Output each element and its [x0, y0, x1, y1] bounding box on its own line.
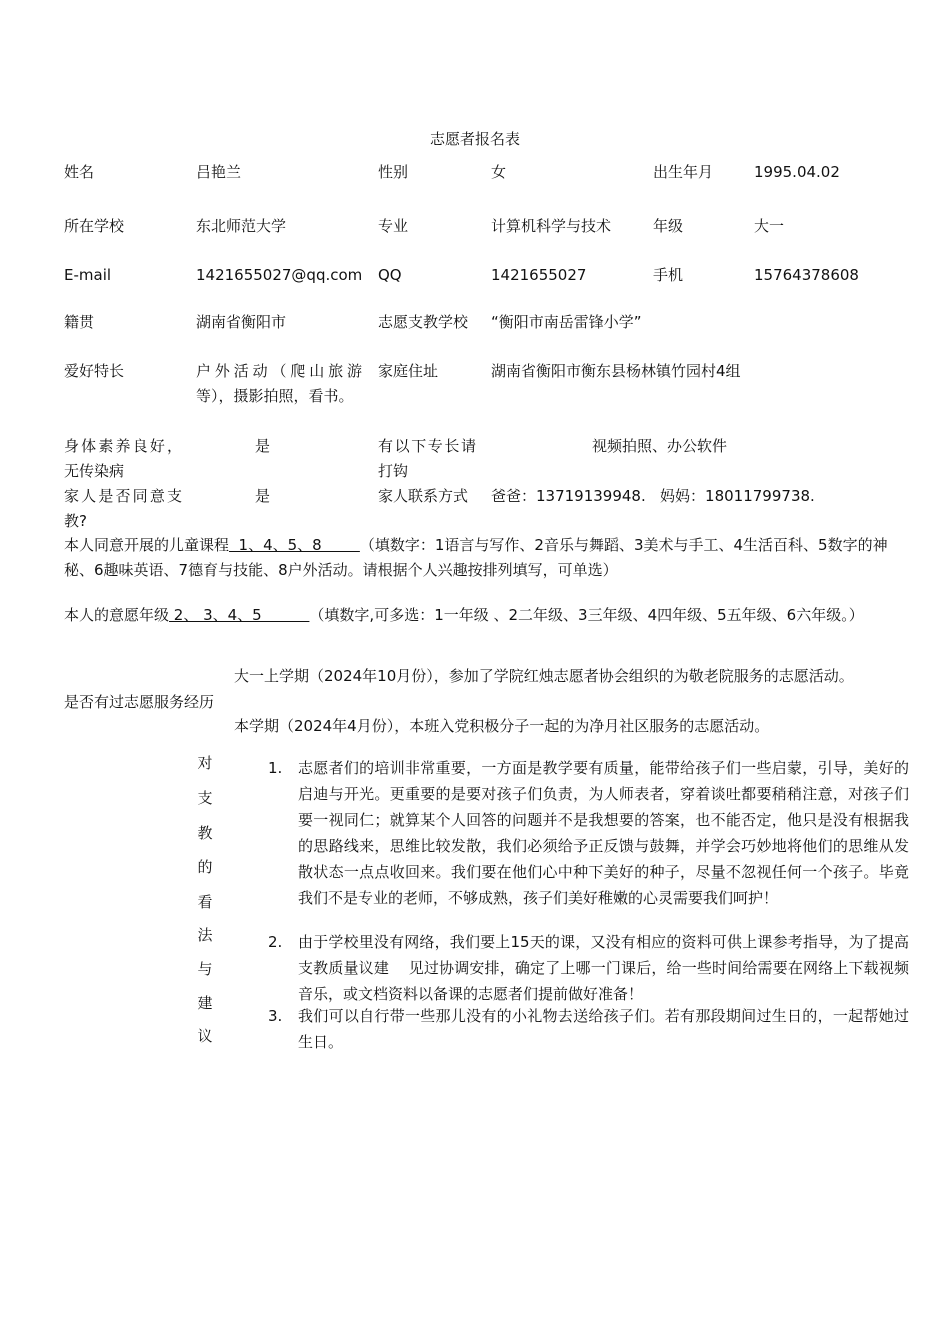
course-note: （填数字：1语言与写作、2音乐与舞蹈、3美术与手工、4生活百科、5数字的神秘、6趣味英语、7德育与技能、8户外活动。请根据个人兴趣按排列填写，可单选）	[64, 536, 888, 579]
hobby-value: 户外活动（爬山旅游等），摄影拍照，看书。	[196, 362, 362, 405]
target-school-value: “衡阳市南岳雷锋小学”	[491, 313, 642, 331]
name-value: 吕艳兰	[196, 163, 242, 181]
opinion-label-char: 议	[197, 1027, 213, 1045]
family-consent-label: 家人是否同意支教?	[64, 487, 182, 530]
family-consent-value: 是	[255, 487, 271, 505]
qq-value: 1421655027	[491, 266, 587, 284]
hobby-label: 爱好特长	[64, 362, 125, 380]
health-label: 身体素养良好，无传染病	[64, 437, 182, 480]
experience-label: 是否有过志愿服务经历	[64, 693, 215, 711]
origin-value: 湖南省衡阳市	[196, 313, 287, 331]
qq-label: QQ	[378, 266, 402, 284]
opinion-item-text: 由于学校里没有网络，我们要上15天的课，又没有相应的资料可供上课参考指导，为了提高支教质量议建 见过协调安排，确定了上哪一门课后，给一些时间给需要在网络上下载视频音乐，或文档资料以备课的志愿者们提前做好准备！	[298, 933, 909, 1003]
name-label: 姓名	[64, 163, 95, 181]
opinion-label-char: 法	[197, 926, 213, 944]
opinion-label-char: 支	[197, 789, 213, 807]
email-value: 1421655027@qq.com	[196, 266, 363, 284]
grade-pref-prefix: 本人的意愿年级	[64, 606, 170, 624]
birth-value: 1995.04.02	[754, 163, 840, 181]
opinion-label-char: 看	[197, 893, 213, 911]
school-value: 东北师范大学	[196, 217, 287, 235]
grade-preference	[64, 603, 909, 628]
phone-label: 手机	[653, 266, 684, 284]
course-preference	[64, 533, 909, 583]
phone-value: 15764378608	[754, 266, 859, 284]
course-prefix: 本人同意开展的儿童课程	[64, 536, 230, 554]
course-value: 1、4、5、8	[229, 536, 360, 554]
email-label: E-mail	[64, 266, 112, 284]
opinion-item-number: 3.	[268, 1007, 283, 1025]
opinion-label-char: 的	[197, 858, 213, 876]
major-label: 专业	[378, 217, 409, 235]
opinion-label-char: 与	[197, 960, 213, 978]
family-contact-value: 爸爸：13719139948. 妈妈：18011799738.	[491, 487, 815, 505]
opinion-item-text: 我们可以自行带一些那儿没有的小礼物去送给孩子们。若有那段期间过生日的，一起帮她过生日。	[298, 1007, 909, 1051]
opinion-item-number: 1.	[268, 759, 283, 777]
grade-value: 大一	[754, 217, 785, 235]
form-title: 志愿者报名表	[429, 130, 520, 148]
gender-label: 性别	[378, 163, 409, 181]
grade-pref-note: （填数字,可多选：1一年级 、2二年级、3三年级、4四年级、5五年级、6六年级。）	[309, 606, 864, 624]
opinion-item-text: 志愿者们的培训非常重要，一方面是教学要有质量，能带给孩子们一些启蒙，引导，美好的启迪与开光。更重要的是要对孩子们负责，为人师表者，穿着谈吐都要稍稍注意，对孩子们要一视同仁；就算某个人回答的问题并不是我想要的答案，也不能否定，他只是没有根据我的思路线来，思维比较发散，我们必须给予正反馈与鼓舞，并学会巧妙地将他们的思维从发散状态一点点收回来。我们要在他们心中种下美好的种子，尽量不忽视任何一个孩子。毕竟我们不是专业的老师，不够成熟，孩子们美好稚嫩的心灵需要我们呵护！	[298, 759, 909, 907]
health-value: 是	[255, 437, 271, 455]
gender-value: 女	[491, 163, 507, 181]
skills-value: 视频拍照、办公软件	[592, 437, 728, 455]
major-value: 计算机科学与技术	[491, 217, 612, 235]
address-value: 湖南省衡阳市衡东县杨林镇竹园村4组	[491, 362, 741, 380]
school-label: 所在学校	[64, 217, 125, 235]
experience-p2: 本学期（2024年4月份），本班入党积极分子一起的为净月社区服务的志愿活动。	[234, 717, 770, 735]
opinion-label-char: 对	[197, 754, 213, 772]
grade-pref-value: 2、 3、4、5	[169, 606, 310, 624]
address-label: 家庭住址	[378, 362, 439, 380]
grade-label: 年级	[653, 217, 684, 235]
experience-p1: 大一上学期（2024年10月份），参加了学院红烛志愿者协会组织的为敬老院服务的志愿活动。	[234, 667, 854, 685]
family-contact-label: 家人联系方式	[378, 487, 469, 505]
opinion-item-number: 2.	[268, 933, 283, 951]
opinion-label-char: 建	[197, 994, 213, 1012]
origin-label: 籍贯	[64, 313, 95, 331]
opinion-label-char: 教	[197, 824, 213, 842]
birth-label: 出生年月	[653, 163, 714, 181]
skills-label: 有以下专长请打钩	[378, 437, 476, 480]
target-school-label: 志愿支教学校	[378, 313, 469, 331]
